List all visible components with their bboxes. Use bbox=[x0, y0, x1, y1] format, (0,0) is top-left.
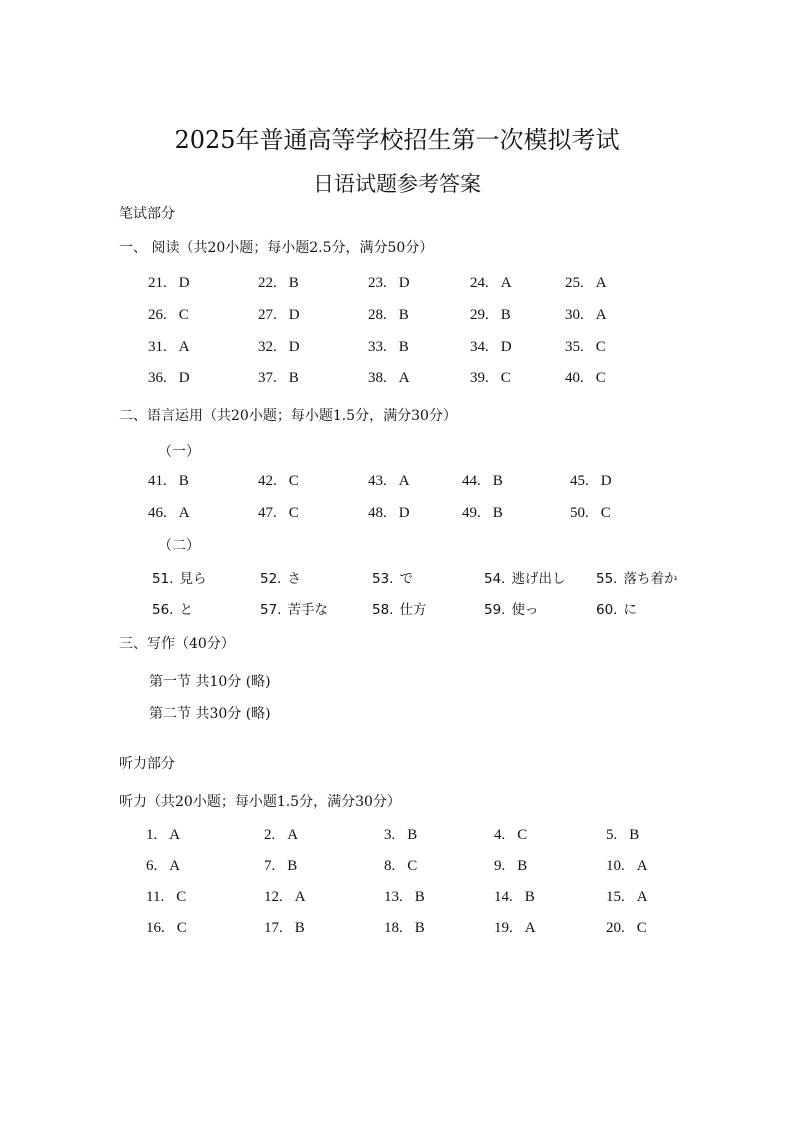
answer-item bbox=[384, 920, 425, 937]
answer-item bbox=[484, 567, 565, 587]
answer-value: A bbox=[524, 920, 536, 936]
answer-value: と bbox=[179, 602, 193, 618]
answer-value: A bbox=[595, 275, 607, 291]
answer-value: A bbox=[636, 889, 648, 905]
answer-item bbox=[368, 370, 410, 387]
answer-item bbox=[260, 598, 328, 618]
answer-value: D bbox=[288, 339, 300, 355]
question-number: 41. bbox=[148, 473, 167, 489]
answer-item bbox=[368, 473, 410, 490]
question-number: 7. bbox=[264, 858, 276, 874]
part-two-label: （二） bbox=[158, 538, 200, 554]
question-number: 17. bbox=[264, 920, 283, 936]
answer-value: A bbox=[169, 858, 181, 874]
answer-item bbox=[565, 275, 607, 292]
answer-item bbox=[264, 858, 297, 875]
answer-value: C bbox=[178, 307, 189, 323]
answer-item bbox=[470, 307, 511, 324]
question-number: 33. bbox=[368, 339, 387, 355]
answer-value: B bbox=[178, 473, 189, 489]
question-number: 52. bbox=[260, 571, 282, 587]
answer-value: D bbox=[178, 370, 190, 386]
question-number: 38. bbox=[368, 370, 387, 386]
answer-item bbox=[148, 307, 189, 324]
answer-value: C bbox=[600, 505, 611, 521]
page-subtitle: 日语试题参考答案 bbox=[313, 172, 481, 196]
answer-value: 仕方 bbox=[399, 602, 427, 618]
answer-item bbox=[368, 505, 410, 522]
question-number: 5. bbox=[606, 827, 618, 843]
answer-value: C bbox=[407, 858, 418, 874]
question-number: 28. bbox=[368, 307, 387, 323]
question-number: 55. bbox=[596, 571, 618, 587]
question-number: 48. bbox=[368, 505, 387, 521]
answer-item bbox=[494, 889, 535, 906]
question-number: 32. bbox=[258, 339, 277, 355]
answer-item bbox=[494, 858, 527, 875]
answer-value: A bbox=[294, 889, 306, 905]
answer-value: C bbox=[500, 370, 511, 386]
answer-item bbox=[570, 473, 612, 490]
answer-value: B bbox=[398, 339, 409, 355]
answer-value: 苦手な bbox=[287, 602, 328, 618]
answer-value: B bbox=[500, 307, 511, 323]
answer-value: C bbox=[595, 370, 606, 386]
question-number: 45. bbox=[570, 473, 589, 489]
answer-item bbox=[146, 827, 180, 844]
answer-value: B bbox=[288, 370, 299, 386]
question-number: 47. bbox=[258, 505, 277, 521]
question-number: 22. bbox=[258, 275, 277, 291]
answer-item bbox=[148, 370, 190, 387]
answer-item bbox=[570, 505, 611, 522]
question-number: 6. bbox=[146, 858, 158, 874]
answer-value: D bbox=[500, 339, 512, 355]
answer-item bbox=[146, 889, 186, 906]
question-number: 12. bbox=[264, 889, 283, 905]
answer-value: C bbox=[636, 920, 647, 936]
answer-value: C bbox=[288, 473, 299, 489]
answer-value: B bbox=[517, 858, 528, 874]
question-number: 3. bbox=[384, 827, 396, 843]
answer-item bbox=[462, 505, 503, 522]
question-number: 19. bbox=[494, 920, 513, 936]
question-number: 36. bbox=[148, 370, 167, 386]
question-number: 44. bbox=[462, 473, 481, 489]
writing-part-two: 第二节 共30分 (略) bbox=[149, 706, 271, 722]
page-title: 2025年普通高等学校招生第一次模拟考试 bbox=[174, 126, 620, 154]
answer-item bbox=[470, 339, 512, 356]
answer-item bbox=[148, 275, 190, 292]
answer-item bbox=[368, 307, 409, 324]
answer-item bbox=[148, 473, 189, 490]
question-number: 37. bbox=[258, 370, 277, 386]
question-number: 18. bbox=[384, 920, 403, 936]
question-number: 14. bbox=[494, 889, 513, 905]
answer-item bbox=[148, 339, 190, 356]
question-number: 10. bbox=[606, 858, 625, 874]
answer-item bbox=[372, 598, 426, 618]
answer-value: A bbox=[595, 307, 607, 323]
answer-value: A bbox=[178, 505, 190, 521]
written-heading: 笔试部分 bbox=[119, 206, 175, 222]
answer-value: 見ら bbox=[179, 571, 207, 587]
answer-item bbox=[368, 339, 409, 356]
question-number: 42. bbox=[258, 473, 277, 489]
question-number: 43. bbox=[368, 473, 387, 489]
answer-item bbox=[494, 827, 527, 844]
answer-item bbox=[384, 889, 425, 906]
question-number: 53. bbox=[372, 571, 394, 587]
answer-value: C bbox=[176, 920, 187, 936]
answer-value: 使っ bbox=[511, 602, 539, 618]
question-number: 58. bbox=[372, 602, 394, 618]
answer-item bbox=[152, 567, 206, 587]
answer-value: B bbox=[524, 889, 535, 905]
answer-value: 落ち着か bbox=[623, 571, 678, 587]
listening-part-heading: 听力部分 bbox=[119, 756, 175, 772]
answer-item bbox=[384, 827, 417, 844]
answer-value: A bbox=[636, 858, 648, 874]
answer-value: B bbox=[492, 473, 503, 489]
question-number: 24. bbox=[470, 275, 489, 291]
section-listening-heading: 听力（共20小题；每小题1.5分，满分30分） bbox=[119, 794, 401, 810]
section-language-heading: 二、语言运用（共20小题；每小题1.5分，满分30分） bbox=[119, 408, 457, 424]
answer-item bbox=[606, 858, 648, 875]
answer-value: A bbox=[500, 275, 512, 291]
question-number: 56. bbox=[152, 602, 174, 618]
question-number: 51. bbox=[152, 571, 174, 587]
answer-value: B bbox=[492, 505, 503, 521]
answer-item bbox=[384, 858, 417, 875]
answer-item bbox=[368, 275, 410, 292]
answer-item bbox=[146, 858, 180, 875]
answer-value: C bbox=[288, 505, 299, 521]
answer-value: B bbox=[414, 889, 425, 905]
question-number: 15. bbox=[606, 889, 625, 905]
answer-value: に bbox=[623, 602, 637, 618]
question-number: 40. bbox=[565, 370, 584, 386]
answer-value: D bbox=[398, 505, 410, 521]
question-number: 59. bbox=[484, 602, 506, 618]
answer-item bbox=[565, 339, 606, 356]
answer-item bbox=[146, 920, 187, 937]
question-number: 25. bbox=[565, 275, 584, 291]
answer-value: A bbox=[398, 473, 410, 489]
answer-item bbox=[264, 827, 298, 844]
question-number: 23. bbox=[368, 275, 387, 291]
answer-value: C bbox=[176, 889, 187, 905]
question-number: 8. bbox=[384, 858, 396, 874]
question-number: 9. bbox=[494, 858, 506, 874]
answer-item bbox=[470, 370, 511, 387]
question-number: 20. bbox=[606, 920, 625, 936]
answer-value: 逃げ出し bbox=[511, 571, 566, 587]
question-number: 13. bbox=[384, 889, 403, 905]
answer-value: で bbox=[399, 571, 413, 587]
answer-item bbox=[148, 505, 190, 522]
answer-value: D bbox=[288, 307, 300, 323]
answer-value: A bbox=[287, 827, 299, 843]
answer-value: D bbox=[178, 275, 190, 291]
answer-value: A bbox=[398, 370, 410, 386]
question-number: 31. bbox=[148, 339, 167, 355]
answer-value: C bbox=[595, 339, 606, 355]
answer-item bbox=[258, 275, 299, 292]
answer-value: B bbox=[294, 920, 305, 936]
question-number: 16. bbox=[146, 920, 165, 936]
question-number: 46. bbox=[148, 505, 167, 521]
answer-value: B bbox=[398, 307, 409, 323]
question-number: 57. bbox=[260, 602, 282, 618]
answer-value: A bbox=[178, 339, 190, 355]
answer-item bbox=[596, 598, 637, 618]
answer-item bbox=[606, 920, 647, 937]
section-reading-heading: 一、 阅读（共20小题；每小题2.5分，满分50分） bbox=[119, 240, 434, 256]
question-number: 50. bbox=[570, 505, 589, 521]
answer-item bbox=[264, 889, 306, 906]
question-number: 2. bbox=[264, 827, 276, 843]
answer-item bbox=[264, 920, 305, 937]
writing-part-one: 第一节 共10分 (略) bbox=[149, 674, 271, 690]
answer-item bbox=[258, 339, 300, 356]
question-number: 35. bbox=[565, 339, 584, 355]
question-number: 27. bbox=[258, 307, 277, 323]
answer-item bbox=[260, 567, 301, 587]
answer-value: B bbox=[629, 827, 640, 843]
answer-item bbox=[258, 473, 299, 490]
answer-item bbox=[152, 598, 193, 618]
answer-item bbox=[258, 307, 300, 324]
answer-value: さ bbox=[287, 571, 301, 587]
question-number: 1. bbox=[146, 827, 158, 843]
answer-item bbox=[372, 567, 413, 587]
question-number: 60. bbox=[596, 602, 618, 618]
answer-value: D bbox=[398, 275, 410, 291]
question-number: 26. bbox=[148, 307, 167, 323]
question-number: 49. bbox=[462, 505, 481, 521]
section-writing-heading: 三、写作（40分） bbox=[119, 636, 235, 652]
answer-value: C bbox=[517, 827, 528, 843]
answer-item bbox=[258, 370, 299, 387]
question-number: 29. bbox=[470, 307, 489, 323]
answer-item bbox=[606, 827, 639, 844]
question-number: 21. bbox=[148, 275, 167, 291]
question-number: 34. bbox=[470, 339, 489, 355]
answer-item bbox=[484, 598, 538, 618]
question-number: 11. bbox=[146, 889, 165, 905]
answer-item bbox=[494, 920, 536, 937]
answer-value: B bbox=[287, 858, 298, 874]
answer-item bbox=[596, 567, 677, 587]
answer-item bbox=[606, 889, 648, 906]
answer-value: B bbox=[288, 275, 299, 291]
question-number: 30. bbox=[565, 307, 584, 323]
part-one-label: （一） bbox=[158, 444, 200, 460]
answer-item bbox=[258, 505, 299, 522]
question-number: 4. bbox=[494, 827, 506, 843]
answer-item bbox=[462, 473, 503, 490]
answer-value: B bbox=[407, 827, 418, 843]
answer-value: D bbox=[600, 473, 612, 489]
question-number: 39. bbox=[470, 370, 489, 386]
answer-value: A bbox=[169, 827, 181, 843]
question-number: 54. bbox=[484, 571, 506, 587]
answer-item bbox=[470, 275, 512, 292]
answer-item bbox=[565, 307, 607, 324]
answer-value: B bbox=[414, 920, 425, 936]
answer-item bbox=[565, 370, 606, 387]
